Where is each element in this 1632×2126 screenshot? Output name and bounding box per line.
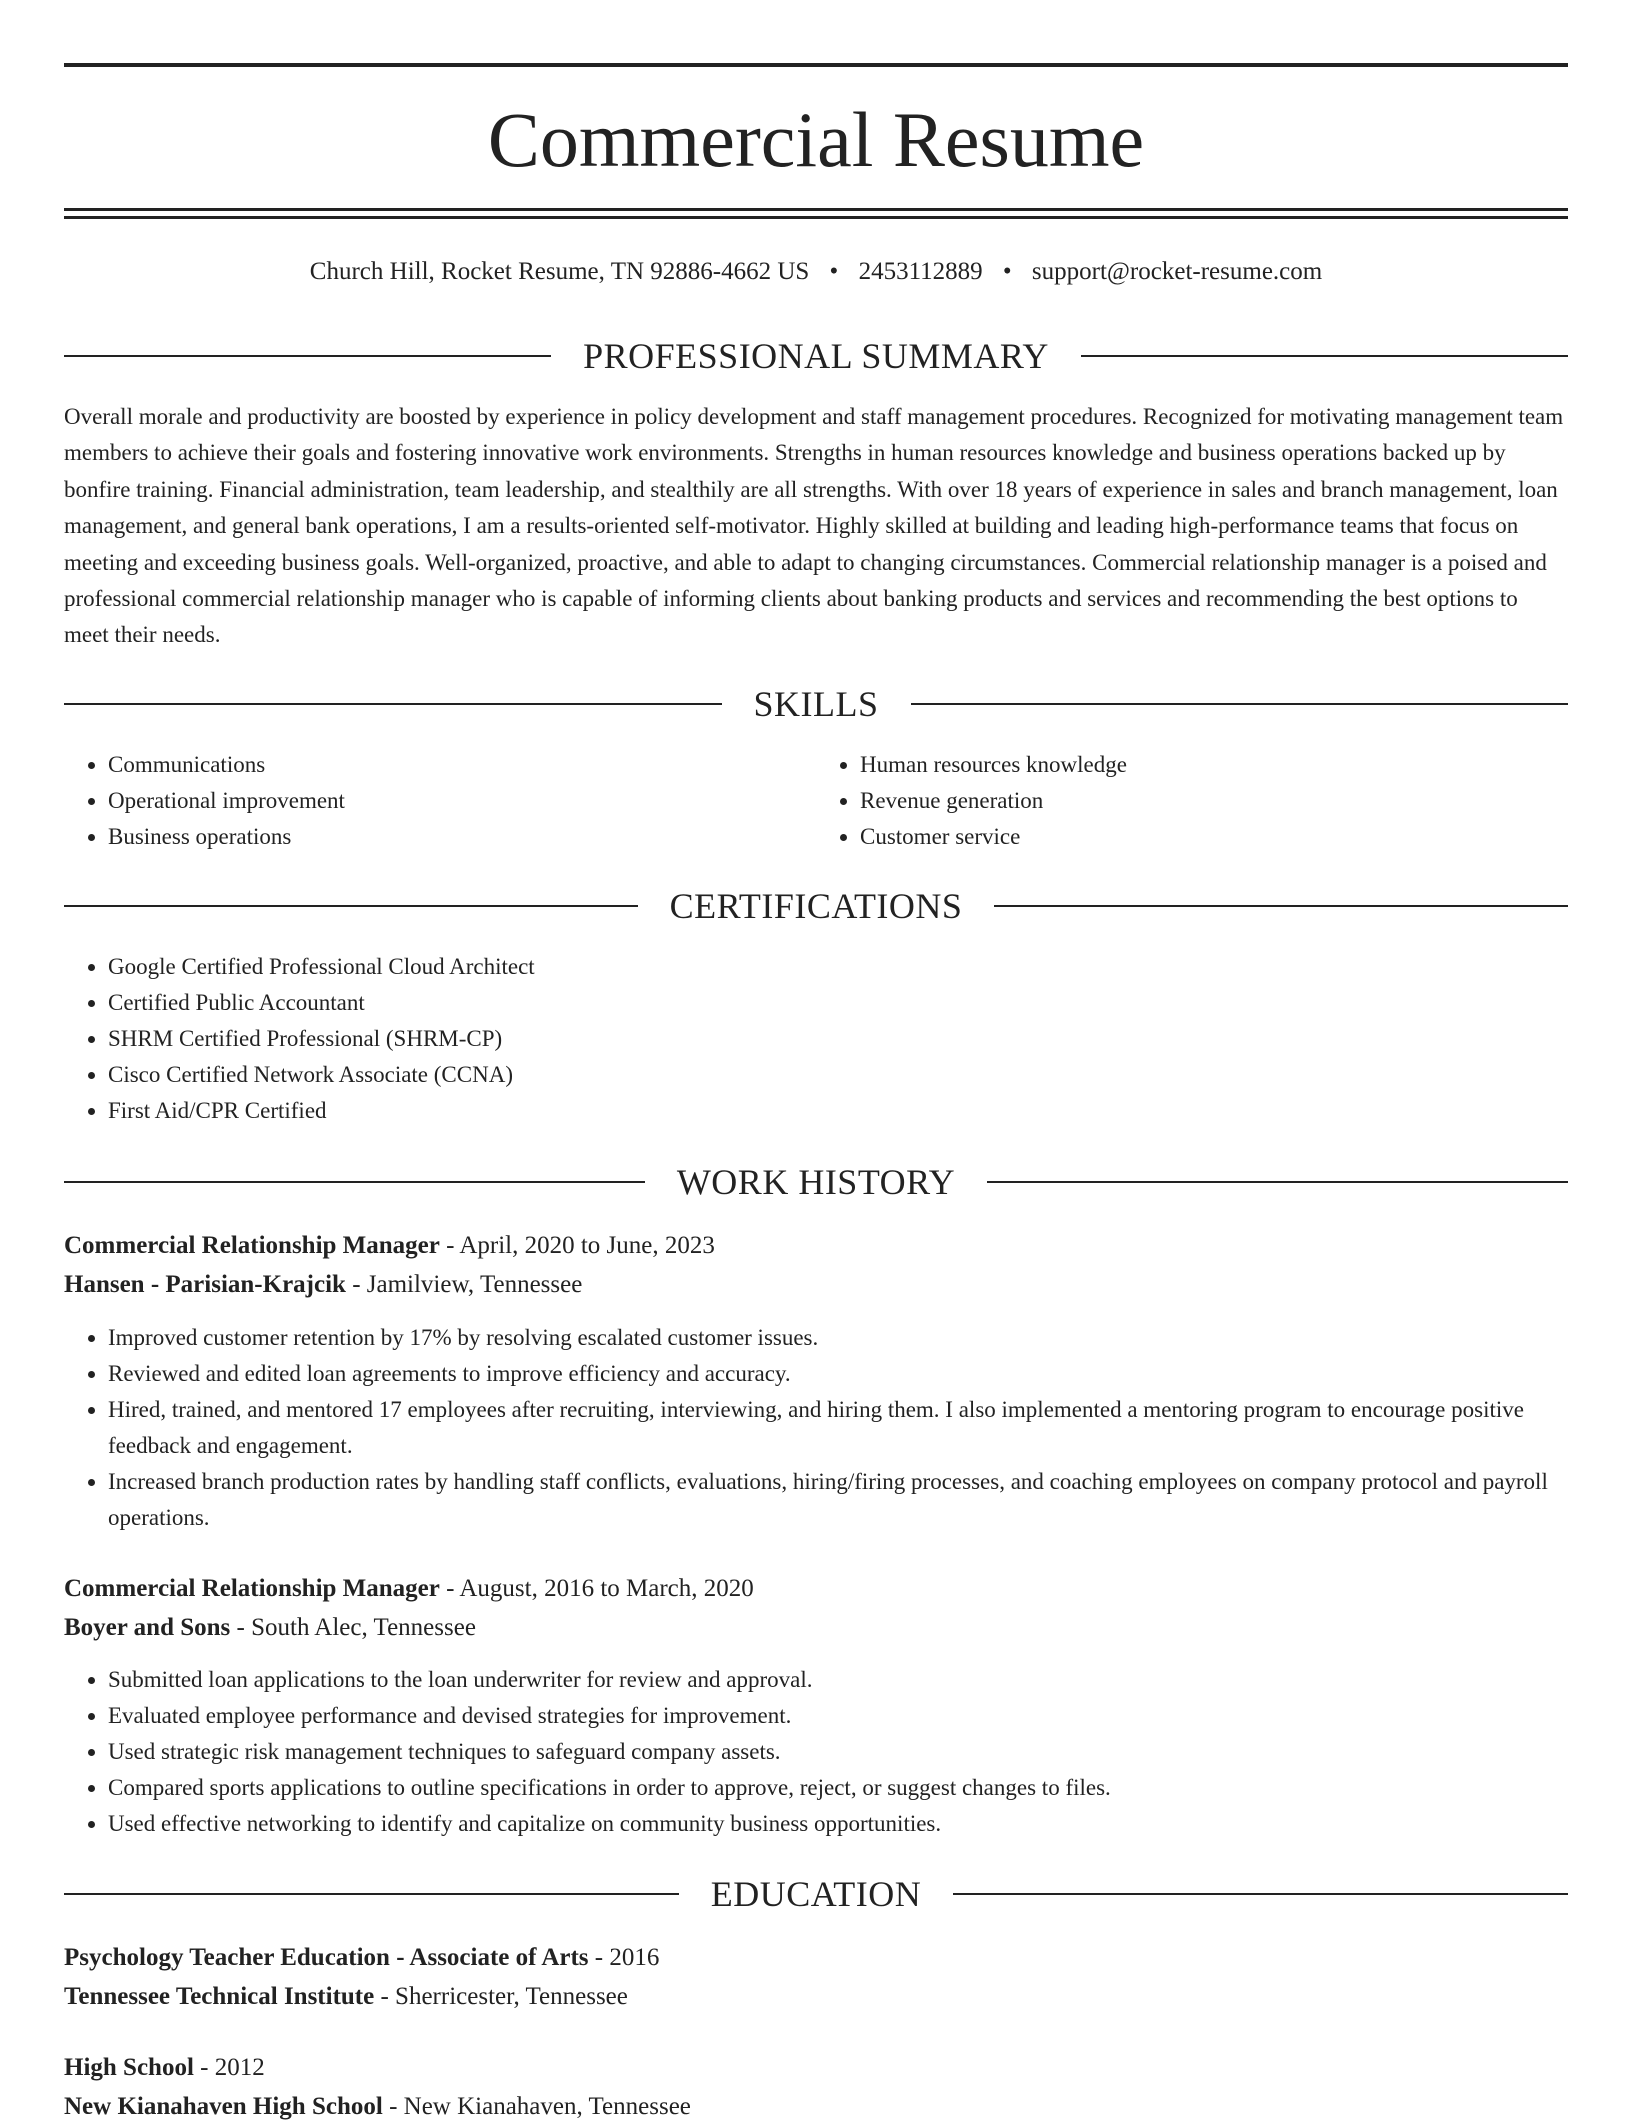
divider bbox=[64, 1181, 645, 1183]
job-bullets bbox=[64, 1662, 1568, 1842]
skill-item: • Operational improvement bbox=[108, 783, 816, 819]
certification-item: • Cisco Certified Network Associate (CCNA) bbox=[108, 1057, 1568, 1093]
education-heading bbox=[64, 1872, 1568, 1916]
graduation-year: - 2012 bbox=[193, 2054, 265, 2081]
job-location: - Jamilview, Tennessee bbox=[345, 1271, 583, 1298]
job-company-line bbox=[64, 1608, 1568, 1647]
skill-item: • Human resources knowledge bbox=[860, 747, 1568, 783]
job-bullet: • Evaluated employee performance and devised strategies for improvement. bbox=[108, 1698, 1568, 1734]
job-title-line bbox=[64, 1226, 1568, 1265]
top-rule bbox=[64, 63, 1568, 67]
section-title: EDUCATION bbox=[710, 1874, 922, 1914]
skills-heading bbox=[64, 682, 1568, 726]
divider bbox=[994, 905, 1568, 907]
skill-item: • Communications bbox=[108, 747, 816, 783]
job-bullet: • Reviewed and edited loan agreements to improve efficiency and accuracy. bbox=[108, 1356, 1568, 1392]
divider bbox=[64, 355, 551, 357]
job-bullets bbox=[64, 1320, 1568, 1536]
job-bullet: • Used effective networking to identify and capitalize on community business opportunities. bbox=[108, 1806, 1568, 1842]
skills-list bbox=[64, 747, 1568, 855]
contact-phone: 2453112889 bbox=[858, 258, 983, 285]
title-rule-upper bbox=[64, 208, 1568, 211]
skill-item: • Customer service bbox=[860, 819, 1568, 855]
job-bullet: • Hired, trained, and mentored 17 employees after recruiting, interviewing, and hiring them. I also implemented a mentoring program to encourage positive feedback and engagement. bbox=[108, 1392, 1568, 1464]
job-entry bbox=[64, 1226, 1568, 1304]
school-name: New Kianahaven High School bbox=[64, 2093, 383, 2120]
skill-item: • Business operations bbox=[108, 819, 816, 855]
contact-address: Church Hill, Rocket Resume, TN 92886-4662 US bbox=[309, 258, 810, 285]
divider bbox=[911, 703, 1569, 705]
degree: Psychology Teacher Education - Associate of Arts bbox=[64, 1944, 589, 1971]
certification-item: • Certified Public Accountant bbox=[108, 985, 1568, 1021]
divider bbox=[64, 703, 722, 705]
certification-item: • First Aid/CPR Certified bbox=[108, 1093, 1568, 1129]
certifications-heading bbox=[64, 884, 1568, 928]
school-line bbox=[64, 1977, 1568, 2016]
skills-column-right bbox=[816, 747, 1568, 855]
job-entry bbox=[64, 1569, 1568, 1647]
job-dates: - August, 2016 to March, 2020 bbox=[439, 1575, 754, 1602]
job-company: Hansen - Parisian-Krajcik bbox=[64, 1271, 346, 1298]
summary-heading bbox=[64, 334, 1568, 378]
certification-item: • Google Certified Professional Cloud Architect bbox=[108, 949, 1568, 985]
degree: High School bbox=[64, 2054, 194, 2081]
section-title: WORK HISTORY bbox=[676, 1162, 956, 1202]
certifications-section bbox=[64, 949, 1568, 1129]
job-bullet: • Improved customer retention by 17% by resolving escalated customer issues. bbox=[108, 1320, 1568, 1356]
school-location: - Sherricester, Tennessee bbox=[374, 1983, 628, 2010]
job-bullet-list bbox=[64, 1662, 1568, 1842]
school-location: - New Kianahaven, Tennessee bbox=[382, 2093, 691, 2120]
section-title: PROFESSIONAL SUMMARY bbox=[583, 336, 1049, 376]
job-bullet: • Compared sports applications to outline specifications in order to approve, reject, or suggest changes to files. bbox=[108, 1770, 1568, 1806]
job-title: Commercial Relationship Manager bbox=[64, 1232, 440, 1259]
divider bbox=[953, 1893, 1568, 1895]
job-bullet-list bbox=[64, 1320, 1568, 1536]
divider bbox=[987, 1181, 1568, 1183]
job-location: - South Alec, Tennessee bbox=[230, 1614, 476, 1641]
summary-section bbox=[64, 399, 1568, 654]
education-entry bbox=[64, 2048, 1568, 2126]
school-line bbox=[64, 2087, 1568, 2126]
skills-column-left bbox=[64, 747, 816, 855]
divider bbox=[64, 905, 638, 907]
job-company: Boyer and Sons bbox=[64, 1614, 231, 1641]
summary-text: Overall morale and productivity are boosted by experience in policy development and staff management procedures. Recognized for motivating management team members to achieve their goals and fostering innovative work environments. Strengths in human resources knowledge and business operations backed up by bonfire training. Financial administration, team leadership, and stealthily are all strengths. With over 18 years of experience in sales and branch management, loan management, and general bank operations, I am a results-oriented self-motivator. Highly skilled at building and leading high-performance teams that focus on meeting and exceeding business goals. Well-organized, proactive, and able to adapt to changing circumstances. Commercial relationship manager is a poised and professional commercial relationship manager who is capable of informing clients about banking products and services and recommending the best options to meet their needs. bbox=[64, 404, 1564, 648]
job-bullet: • Increased branch production rates by handling staff conflicts, evaluations, hiring/firing processes, and coaching employees on company protocol and payroll operations. bbox=[108, 1464, 1568, 1536]
skill-item: • Revenue generation bbox=[860, 783, 1568, 819]
job-bullet: • Submitted loan applications to the loan underwriter for review and approval. bbox=[108, 1662, 1568, 1698]
contact-separator: • bbox=[829, 258, 839, 285]
divider bbox=[1081, 355, 1568, 357]
job-bullet: • Used strategic risk management techniques to safeguard company assets. bbox=[108, 1734, 1568, 1770]
education-entry bbox=[64, 1938, 1568, 2016]
section-title: CERTIFICATIONS bbox=[669, 886, 963, 926]
contact-separator: • bbox=[1002, 258, 1012, 285]
work-history-heading bbox=[64, 1160, 1568, 1204]
job-title-line bbox=[64, 1569, 1568, 1608]
graduation-year: - 2016 bbox=[588, 1944, 660, 1971]
contact-line bbox=[64, 255, 1568, 289]
resume-title: Commercial Resume bbox=[487, 96, 1145, 183]
divider bbox=[64, 1893, 679, 1895]
contact-email: support@rocket-resume.com bbox=[1031, 258, 1323, 285]
job-company-line bbox=[64, 1265, 1568, 1304]
title-rule-lower bbox=[64, 216, 1568, 219]
degree-line bbox=[64, 2048, 1568, 2087]
certifications-list bbox=[64, 949, 1568, 1129]
degree-line bbox=[64, 1938, 1568, 1977]
job-title: Commercial Relationship Manager bbox=[64, 1575, 440, 1602]
section-title: SKILLS bbox=[753, 684, 879, 724]
job-dates: - April, 2020 to June, 2023 bbox=[439, 1232, 715, 1259]
school-name: Tennessee Technical Institute bbox=[64, 1983, 375, 2010]
certification-item: • SHRM Certified Professional (SHRM-CP) bbox=[108, 1021, 1568, 1057]
